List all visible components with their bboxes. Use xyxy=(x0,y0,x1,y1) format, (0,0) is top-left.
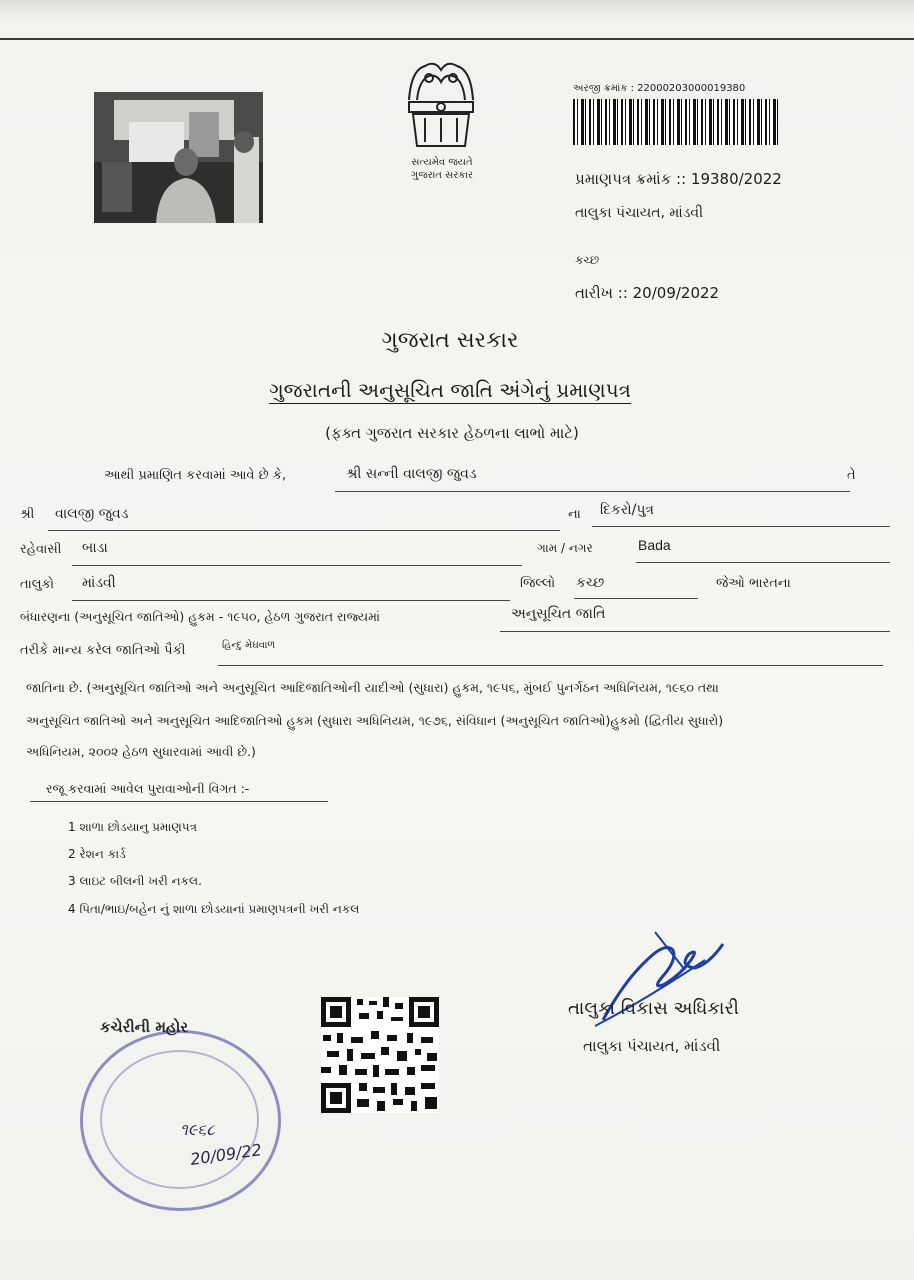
certificate-title-wrap xyxy=(0,378,900,402)
district-line xyxy=(574,598,698,599)
relation-value: દિકરો/પુત્ર xyxy=(600,502,655,518)
india-label: જેઓ ભારતના xyxy=(716,576,791,591)
father-name: વાલજી જુવડ xyxy=(55,506,129,522)
barcode xyxy=(573,99,778,145)
legal-para-line2: અનુસૂચિત જાતિઓ અને અનુસૂચિત આદિજાતિઓ હુકમ (સુધારા અધિનિયમ, ૧૯૭૬, સંવિધાન (અનુસૂચિત જાતિઓ)હુકમો (દ્વિતીય સુધારો) xyxy=(26,713,724,728)
evidence-item: 2 રેશન કાર્ડ xyxy=(68,847,126,861)
legal-para-line1: જાતિના છે. (અનુસૂચિત જાતિઓ અને અનુસૂચિત આદિજાતિઓની યાદીઓ (સુધારા) હુકમ, ૧૯૫૬, મુંબઈ પુનર્ગઠન અધિનિયમ, ૧૯૬૦ તથા xyxy=(26,680,719,695)
caste-line xyxy=(218,665,883,666)
emblem-motto: સત્યમેવ જયતે xyxy=(411,157,473,168)
relation-line xyxy=(592,526,890,527)
holder-name: શ્રી સન્ની વાલજી જુવડ xyxy=(346,466,477,482)
officer-title: તાલુકા વિકાસ અધિકારી xyxy=(568,998,739,1019)
taluka-label: તાલુકો xyxy=(20,577,55,592)
issue-date: તારીખ :: 20/09/2022 xyxy=(575,284,720,302)
state-emblem-icon xyxy=(395,56,487,156)
issuing-office: તાલુકા પંચાયત, માંડવી xyxy=(575,205,704,221)
certificate-title: ગુજરાતની અનુસૂચિત જાતિ અંગેનું પ્રમાણપત્ર xyxy=(269,378,631,402)
certify-label: આથી પ્રમાણિત કરવામાં આવે છે કે, xyxy=(104,468,287,483)
line1-end: તે xyxy=(847,468,856,483)
village-value: Bada xyxy=(638,537,671,553)
resident-label: રહેવાસી xyxy=(20,542,62,557)
taluka-value: માંડવી xyxy=(82,575,116,591)
certificate-number: પ્રમાણપત્ર ક્રમાંક :: 19380/2022 xyxy=(575,170,782,188)
issuing-district: કચ્છ xyxy=(575,253,600,267)
category-value: અનુસૂચિત જાતિ xyxy=(511,606,606,622)
resident-line xyxy=(72,565,522,566)
evidence-heading-line xyxy=(30,801,328,802)
evidence-heading: રજૂ કરવામાં આવેલ પુરાવાઓની વિગત :- xyxy=(46,781,250,796)
seal-number: ૧૯૬૮ xyxy=(180,1120,216,1139)
village-line xyxy=(636,562,890,563)
seal-date: 20/09/22 xyxy=(189,1140,263,1169)
applicant-photo xyxy=(94,92,263,223)
evidence-item: 1 શાળા છોડયાનુ પ્રમાણપત્ર xyxy=(68,820,197,834)
village-label: ગામ / નગર xyxy=(537,541,593,555)
relation-label: ના xyxy=(568,507,581,522)
father-prefix: શ્રી xyxy=(20,507,35,522)
constitution-label: બંધારણના (અનુસૂચિત જાતિઓ) હુકમ - ૧૯૫૦, હેઠળ ગુજરાત રાજ્યમાં xyxy=(20,609,380,624)
father-name-line xyxy=(48,530,560,531)
holder-name-line xyxy=(335,491,850,492)
evidence-item: 3 લાઇટ બીલની ખરી નકલ. xyxy=(68,874,202,888)
legal-para-line3: અધિનિયમ, ૨૦૦૨ હેઠળ સુધારવામાં આવી છે.) xyxy=(26,744,256,759)
emblem-gov-label: ગુજરાત સરકાર xyxy=(410,170,474,181)
government-title: ગુજરાત સરકાર xyxy=(381,328,519,353)
seal-label: કચેરીની મહોર xyxy=(100,1018,189,1036)
evidence-item: 4 પિતા/ભાઇ/બહેન નું શાળા છોડયાનાં પ્રમાણપત્રની ખરી નકલ xyxy=(68,902,360,916)
page-edge-line xyxy=(0,38,914,40)
taluka-line xyxy=(72,600,510,601)
application-number: અરજી ક્રમાંક : 22000203000019380 xyxy=(573,83,746,94)
district-label: જિલ્લો xyxy=(520,576,556,591)
caste-value: હિન્દુ મેઘવાળ xyxy=(222,640,276,651)
category-line xyxy=(500,631,890,632)
resident-value: બાડા xyxy=(82,540,108,556)
certificate-subtitle: (ફક્ત ગુજરાત સરકાર હેઠળના લાભો માટે) xyxy=(325,424,579,442)
officer-office: તાલુકા પંચાયત, માંડવી xyxy=(583,1037,721,1055)
district-value: કચ્છ xyxy=(576,575,605,591)
qr-code xyxy=(321,997,439,1113)
caste-list-label: તરીકે માન્ય કરેલ જાતિઓ પૈકી xyxy=(20,643,186,658)
